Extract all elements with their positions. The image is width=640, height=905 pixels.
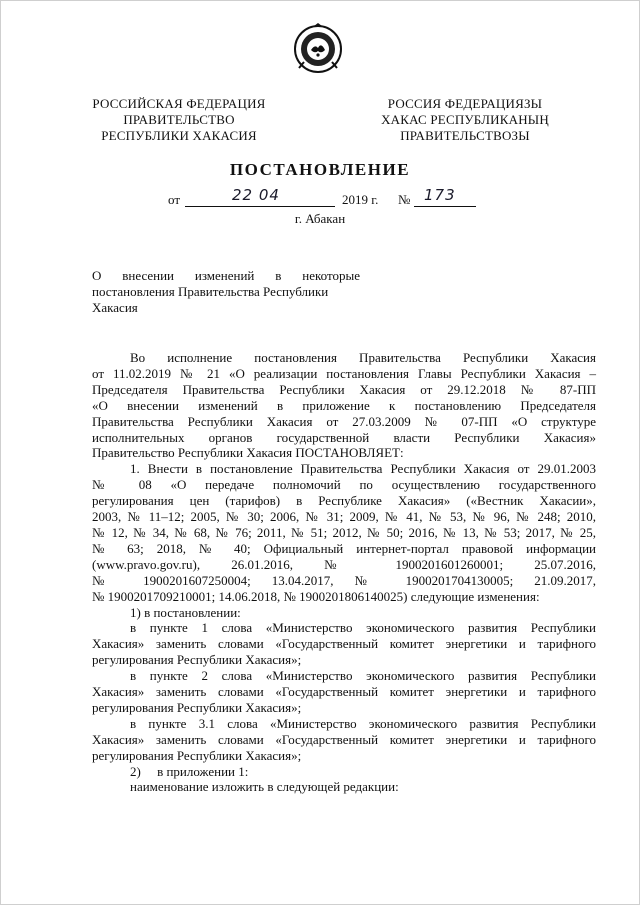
- text-line: в пункте 2 слова «Министерство экономического развития Республики: [130, 668, 596, 684]
- text-line: Правительство Республики Хакасия ПОСТАНОВЛЯЕТ:: [92, 445, 404, 461]
- handwritten-date: 22 04: [232, 186, 280, 204]
- subject-line: Хакасия: [92, 300, 138, 315]
- date-underline: [185, 206, 335, 207]
- paragraph-point-3-1: [92, 716, 596, 764]
- text-line: Правительства Республики Хакасия от 27.03.2009 № 07-ПП «О структуре: [92, 413, 596, 429]
- text-line: № 1900201607250004; 13.04.2017, № 1900201704130005; 21.09.2017,: [92, 572, 596, 588]
- subject-line: постановления Правительства Республики: [92, 284, 329, 299]
- text-line: в пункте 1 слова «Министерство экономического развития Республики: [130, 620, 596, 636]
- coat-of-arms-emblem: [292, 22, 344, 74]
- text-line: Во исполнение постановления Правительства Республики Хакасия: [130, 350, 596, 365]
- subitem-1-heading: 1) в постановлении:: [130, 604, 241, 620]
- text-line: исполнительных органов государственной власти Республики Хакасия»: [92, 429, 596, 445]
- text-line: 1. Внести в постановление Правительства Республики Хакасия от 29.01.2003: [130, 461, 596, 477]
- header-right-block: [370, 96, 560, 144]
- text-line: № 12, № 34, № 68, № 76; 2011, № 51; 2012, № 50; 2016, № 13, № 53; 2017, № 25,: [92, 524, 596, 540]
- header-right-line: ХАКАС РЕСПУБЛИКАНЫҢ: [381, 112, 549, 127]
- city-name: г. Абакан: [294, 211, 346, 226]
- text-line: регулирования цен (тарифов) в Республике Хакасия» («Вестник Хакасии»,: [92, 493, 596, 509]
- header-right-line: ПРАВИТЕЛЬСТВОЗЫ: [400, 128, 530, 143]
- subject-line: О внесении изменений в некоторые: [92, 268, 360, 283]
- text-line: Хакасия» заменить словами «Государственный комитет энергетики и тарифного: [92, 636, 596, 652]
- text-line: регулирования Республики Хакасия»;: [92, 747, 302, 763]
- subitem-2-heading: 2) в приложении 1:: [130, 763, 249, 779]
- text-line: № 08 «О передаче полномочий по осуществлению государственного: [92, 477, 596, 493]
- text-line: Хакасия» заменить словами «Государственный комитет энергетики и тарифного: [92, 684, 596, 700]
- handwritten-number: 173: [424, 186, 456, 204]
- header-right-line: РОССИЯ ФЕДЕРАЦИЯЗЫ: [387, 96, 543, 111]
- header-left-line: РОССИЙСКАЯ ФЕДЕРАЦИЯ: [92, 96, 266, 111]
- paragraph-preamble: [92, 350, 596, 461]
- document-body: [92, 350, 596, 795]
- number-underline: [414, 206, 476, 207]
- text-line: 2003, № 11–12; 2005, № 30; 2006, № 31; 2009, № 41, № 53, № 96, № 248; 2010,: [92, 509, 596, 525]
- paragraph-name-change: наименование изложить в следующей редакции:: [130, 779, 399, 795]
- text-line: в пункте 3.1 слова «Министерство экономического развития Республики: [130, 715, 596, 731]
- paragraph-point-1: [92, 620, 596, 668]
- header-left-line: РЕСПУБЛИКИ ХАКАСИЯ: [101, 128, 257, 143]
- number-sign: №: [398, 192, 411, 207]
- text-line: от 11.02.2019 № 21 «О реализации постановления Главы Республики Хакасия –: [92, 365, 596, 381]
- document-title: ПОСТАНОВЛЕНИЕ: [229, 160, 411, 179]
- text-line: «О внесении изменений в приложение к постановлению Председателя: [92, 397, 596, 413]
- text-line: Хакасия» заменить словами «Государственный комитет энергетики и тарифного: [92, 731, 596, 747]
- date-year: 2019 г.: [342, 192, 379, 207]
- document-subject: [92, 268, 360, 316]
- text-line: регулирования Республики Хакасия»;: [92, 652, 302, 668]
- paragraph-item-1: [92, 461, 596, 604]
- date-prefix: от: [168, 192, 181, 207]
- text-line: № 63; 2018, № 40; Официальный интернет-портал правовой информации: [92, 540, 596, 556]
- text-line: регулирования Республики Хакасия»;: [92, 699, 302, 715]
- header-left-block: [88, 96, 270, 144]
- text-line: № 1900201709210001; 14.06.2018, № 1900201806140025) следующие изменения:: [92, 588, 540, 604]
- text-line: (www.pravo.gov.ru), 26.01.2016, № 1900201601260001; 25.07.2016,: [92, 556, 596, 572]
- text-line: Председателя Правительства Республики Хакасия от 29.12.2018 № 87-ПП: [92, 381, 596, 397]
- paragraph-point-2: [92, 668, 596, 716]
- header-left-line: ПРАВИТЕЛЬСТВО: [123, 112, 235, 127]
